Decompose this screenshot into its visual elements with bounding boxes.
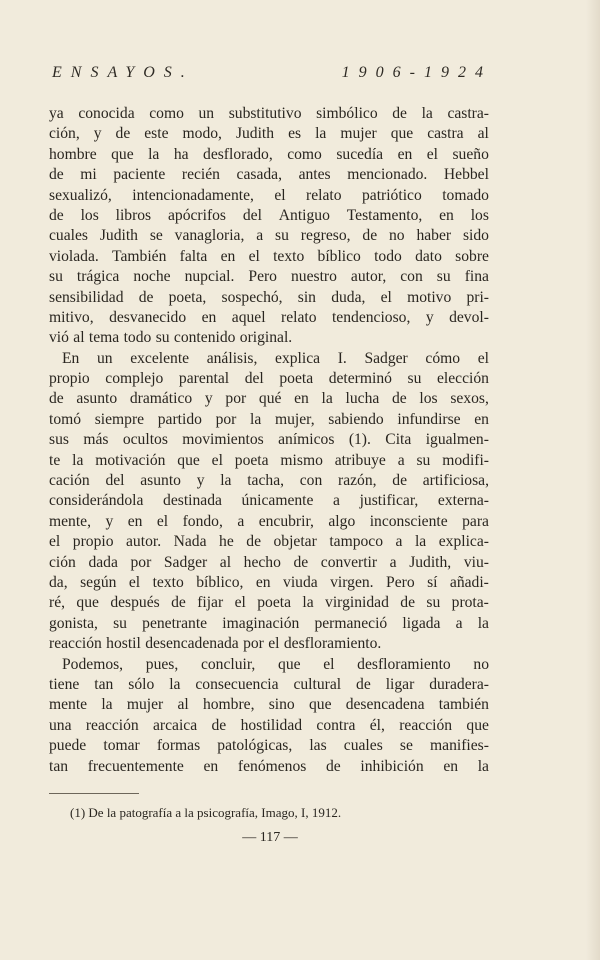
- text-line: vió al tema todo su contenido original.: [49, 329, 293, 347]
- text-line: En un excelente análisis, explica I. Sadger cómo el: [62, 349, 489, 367]
- text-line: tiene tan sólo la consecuencia cultural de ligar duradera-: [49, 675, 489, 693]
- footnote: (1) De la patografía a la psicografía, Imago, I, 1912.: [70, 805, 342, 820]
- running-header: [52, 64, 492, 82]
- text-line: de asunto dramático y por qué en la lucha de los sexos,: [49, 390, 489, 408]
- text-line: de mi paciente recién casada, antes mencionado. Hebbel: [49, 166, 489, 184]
- text-line: ya conocida como un substitutivo simbólico de la castra-: [49, 105, 489, 122]
- text-line: hombre que la ha desflorado, como sucedía en el sueño: [49, 145, 489, 163]
- text-line: sus más ocultos movimientos anímicos (1). Cita igualmen-: [49, 431, 489, 449]
- text-line: gonista, su penetrante imaginación permaneció ligada a la: [49, 614, 489, 632]
- text-line: considerándola destinada únicamente a justificar, externa-: [49, 492, 489, 510]
- text-line: puede tomar formas patológicas, las cuales se manifies-: [49, 737, 489, 755]
- text-line: reacción hostil desencadenada por el desfloramiento.: [49, 635, 382, 653]
- text-line: su trágica noche nupcial. Pero nuestro autor, con su fina: [49, 268, 489, 286]
- text-line: sexualizó, intencionadamente, el relato patriótico tomado: [49, 186, 489, 204]
- text-line: te la motivación que el poeta mismo atribuye a su modifi-: [49, 451, 489, 469]
- running-header-years: 1906-1924: [341, 64, 492, 81]
- text-line: tomó siempre partido por la mujer, sabiendo infundirse en: [49, 410, 489, 428]
- text-line: sensibilidad de poeta, sospechó, sin duda, el motivo pri-: [49, 288, 489, 306]
- text-line: Podemos, pues, concluir, que el desfloramiento no: [62, 655, 489, 673]
- text-line: mente la mujer al hombre, sino que desencadena también: [49, 696, 489, 714]
- text-line: mente, y en el fondo, a encubrir, algo inconsciente para: [49, 512, 489, 530]
- text-line: una reacción arcaica de hostilidad contra él, reacción que: [49, 716, 489, 734]
- text-line: ré, que después de fijar el poeta la virginidad de su prota-: [49, 594, 489, 612]
- text-line: ción, y de este modo, Judith es la mujer que castra al: [49, 125, 489, 143]
- body-text: [49, 104, 489, 777]
- footnote-rule: [49, 793, 139, 794]
- text-line: mitivo, desvanecido en aquel relato tendencioso, y devol-: [49, 308, 489, 326]
- text-line: tan frecuentemente en fenómenos de inhibición en la: [49, 757, 489, 775]
- page-edge-shadow: [586, 0, 600, 960]
- text-line: ción dada por Sadger al hecho de convertir a Judith, viu-: [49, 553, 489, 571]
- running-header-title: ENSAYOS.: [52, 64, 194, 81]
- text-line: de los libros apócrifos del Antiguo Testamento, en los: [49, 206, 489, 224]
- text-line: el propio autor. Nada he de objetar tampoco a la explica-: [49, 533, 489, 551]
- text-line: violada. También falta en el texto bíblico todo dato sobre: [49, 247, 489, 265]
- text-line: cación del asunto y la tacha, con razón, de artificiosa,: [49, 472, 489, 490]
- text-line: propio complejo parental del poeta determinó su elección: [49, 370, 489, 388]
- text-line: cuales Judith se vanagloria, a su regreso, de no haber sido: [49, 227, 489, 245]
- text-line: da, según el texto bíblico, en viuda virgen. Pero sí añadi-: [49, 573, 489, 591]
- page-number: — 117 —: [242, 830, 298, 845]
